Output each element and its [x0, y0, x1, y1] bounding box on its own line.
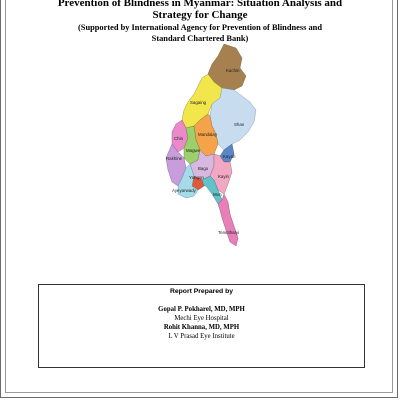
author-name-1: Gopal P. Pokharel, MD, MPH: [158, 306, 245, 313]
report-box: [38, 284, 365, 368]
region-tenintharyi: [218, 194, 238, 246]
document-subtitle-line-2: Standard Chartered Bank): [151, 34, 249, 43]
label-magwe: Magwe: [186, 148, 201, 153]
document-title-line-1: Prevention of Blindness in Myanmar: Situation Analysis and: [57, 0, 343, 9]
label-mandalay: Mandalay: [198, 132, 218, 137]
label-sagaing: Sagaing: [190, 100, 207, 105]
label-kayin: Kayin: [218, 174, 229, 179]
author-affiliation-1: Mechi Eye Hospital: [174, 315, 229, 322]
author-name-2: Rohit Khanna, MD, MPH: [163, 324, 240, 331]
label-shan: Shan: [234, 122, 245, 127]
document-subtitle-line-1: (Supported by International Agency for Prevention of Blindness and: [78, 23, 322, 32]
author-affiliation-2: L V Prasad Eye Institute: [168, 333, 235, 340]
report-heading: Report Prepared by: [169, 288, 234, 295]
label-kayah: Kayah: [223, 154, 236, 159]
label-ayeyarwady: Ayeyarwady: [172, 188, 196, 193]
label-chin: Chin: [174, 136, 184, 141]
label-kachin: Kachin: [226, 68, 240, 73]
label-bago: Bago: [198, 166, 209, 171]
label-rakhine: Rakhine: [166, 156, 183, 161]
myanmar-map: [138, 44, 262, 248]
label-yangon: Yangon: [189, 175, 204, 180]
label-mon: Mon: [213, 192, 222, 197]
label-tenintharyi: Tenintharyi: [218, 230, 240, 235]
document-title-line-2: Strategy for Change: [152, 9, 248, 21]
